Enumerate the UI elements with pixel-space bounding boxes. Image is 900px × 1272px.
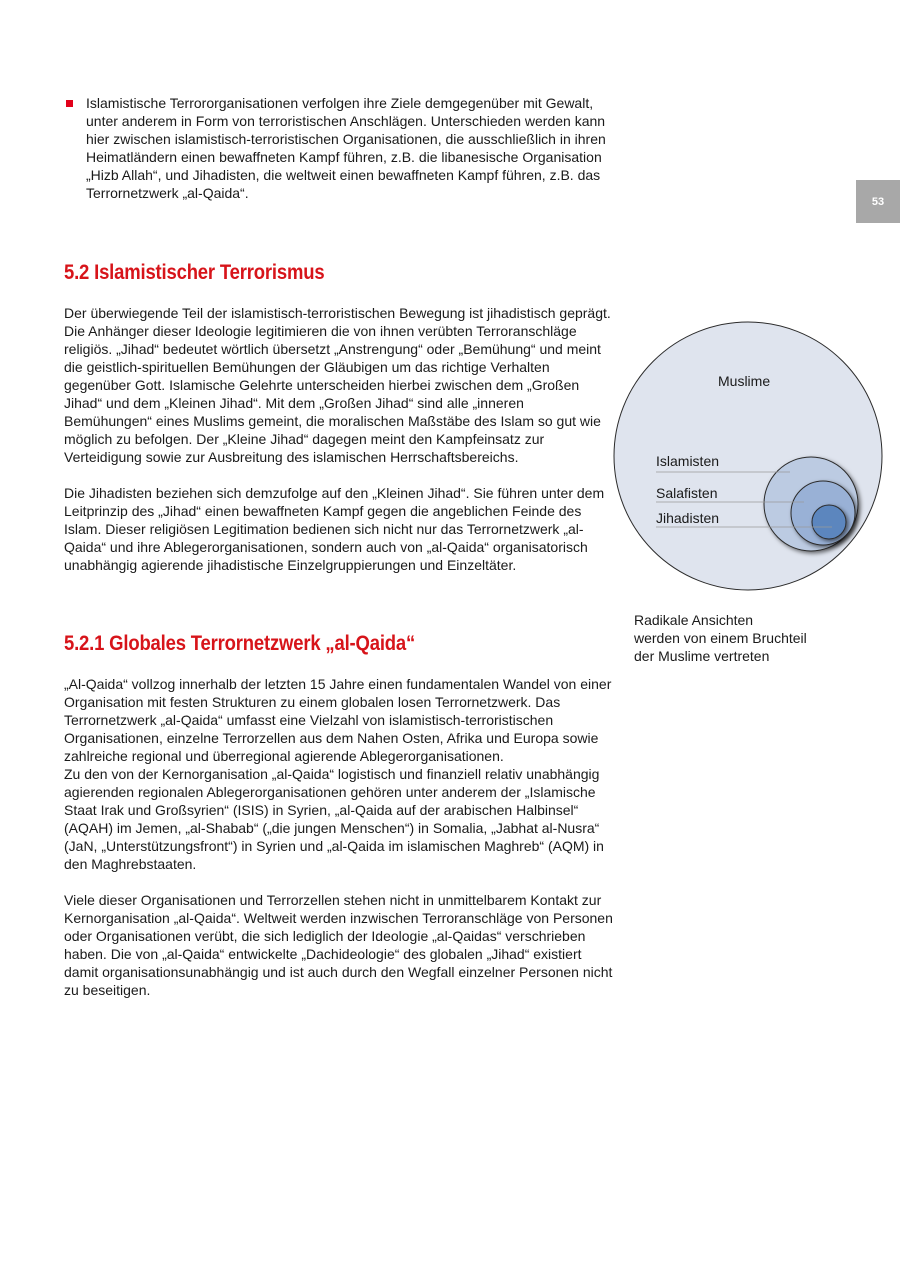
page-number: 53 <box>856 180 900 223</box>
circle-muslime <box>614 322 882 590</box>
paragraph: Zu den von der Kernorganisation „al-Qaida“ logistisch und finanziell relativ unabhängig agierenden regionalen Ablegerorganisationen gehören unter anderem der „Islamische Staat Irak und Großsyrien“ (ISIS) in Syrien, „al-Qaida auf der arabischen Halbinsel“ (AQAH) im Jemen, „al-Shabab“ („die jungen Menschen“) in Somalia, „Jabhat al-Nusra“ (JaN, „Unterstützungsfront“) in Syrien und „al-Qaida im islamischen Maghreb“ (AQM) in den Maghrebstaaten. <box>64 766 604 872</box>
caption-line: der Muslime vertreten <box>634 648 770 664</box>
section-heading-5-2-1: 5.2.1 Globales Terrornetzwerk „al-Qaida“ <box>64 632 416 655</box>
label-muslime: Muslime <box>718 373 771 389</box>
paragraph: „Al-Qaida“ vollzog innerhalb der letzten 15 Jahre einen fundamentalen Wandel von einer Organisation mit festen Strukturen zu einem globalen losen Terrornetzwerk. Das Terrornetzwerk „al-Qaida“ umfasst eine Vielzahl von islamistisch-terroristischen Organisationen, einzelne Terrorzellen aus dem Nahen Osten, Afrika und Europa sowie zahlreiche regional und überregional agierende Ablegerorganisationen. <box>64 676 612 764</box>
section-heading-5-2: 5.2 Islamistischer Terrorismus <box>64 261 325 284</box>
diagram-caption <box>634 611 854 665</box>
paragraph: Der überwiegende Teil der islamistisch-terroristischen Bewegung ist jihadistisch geprägt. Die Anhänger dieser Ideologie legitimieren die von ihnen verübten Terroranschläge religiös. „Jihad“ bedeutet wörtlich übersetzt „Anstrengung“ oder „Bemühung“ und meint die geistlich-spirituellen Bemühungen der Gläubigen um das richtige Verhalten gegenüber Gott. Islamische Gelehrte unterscheiden hierbei zwischen dem „Großen Jihad“ und dem „Kleinen Jihad“. Mit dem „Großen Jihad“ sind alle „inneren Bemühungen“ eines Muslims gemeint, die moralischen Maßstäbe des Islam so gut wie möglich zu befolgen. Der „Kleine Jihad“ dagegen meint den Kampfeinsatz zur Verteidigung sowie zur Ausbreitung des islamischen Herrschaftsbereichs. <box>64 305 611 465</box>
intro-bullet <box>64 94 624 202</box>
bullet-square-icon <box>66 100 73 107</box>
caption-line: werden von einem Bruchteil <box>634 630 807 646</box>
label-jihadisten: Jihadisten <box>656 510 720 526</box>
circle-jihadisten <box>812 505 846 539</box>
paragraph: Die Jihadisten beziehen sich demzufolge auf den „Kleinen Jihad“. Sie führen unter dem Leitprinzip des „Jihad“ einen bewaffneten Kampf gegen die angeblichen Feinde des Islam. Dieser religiösen Legitimation bedienen sich nicht nur das Terrornetzwerk „al-Qaida“ und ihre Ablegerorganisationen, sondern auch von „al-Qaida“ organisatorisch unabhängig agierende jihadistische Einzelgruppierungen und Einzeltäter. <box>64 485 605 573</box>
label-islamisten: Islamisten <box>656 453 720 469</box>
nested-circles-diagram <box>612 320 884 592</box>
intro-bullet-text: Islamistische Terrororganisationen verfolgen ihre Ziele demgegenüber mit Gewalt, unter anderem in Form von terroristischen Anschlägen. Unterschieden werden kann hier zwischen islamistisch-terroristischen Organisationen, die ausschließlich in ihren Heimatländern einen bewaffneten Kampf führen, z.B. die libanesische Organisation „Hizb Allah“, und Jihadisten, die weltweit einen bewaffneten Kampf führen, z.B. das Terrornetzwerk „al-Qaida“. <box>86 95 606 201</box>
caption-line: Radikale Ansichten <box>634 612 754 628</box>
label-salafisten: Salafisten <box>656 485 718 501</box>
paragraph: Viele dieser Organisationen und Terrorzellen stehen nicht in unmittelbarem Kontakt zur Kernorganisation „al-Qaida“. Weltweit werden inzwischen Terroranschläge von Personen oder Organisationen verübt, die sich lediglich der Ideologie „al-Qaidas“ verschrieben haben. Die von „al-Qaida“ entwickelte „Dachideologie“ des globalen „Jihad“ existiert damit organisationsunabhängig und ist auch durch den Wegfall einzelner Personen nicht zu beseitigen. <box>64 892 613 998</box>
